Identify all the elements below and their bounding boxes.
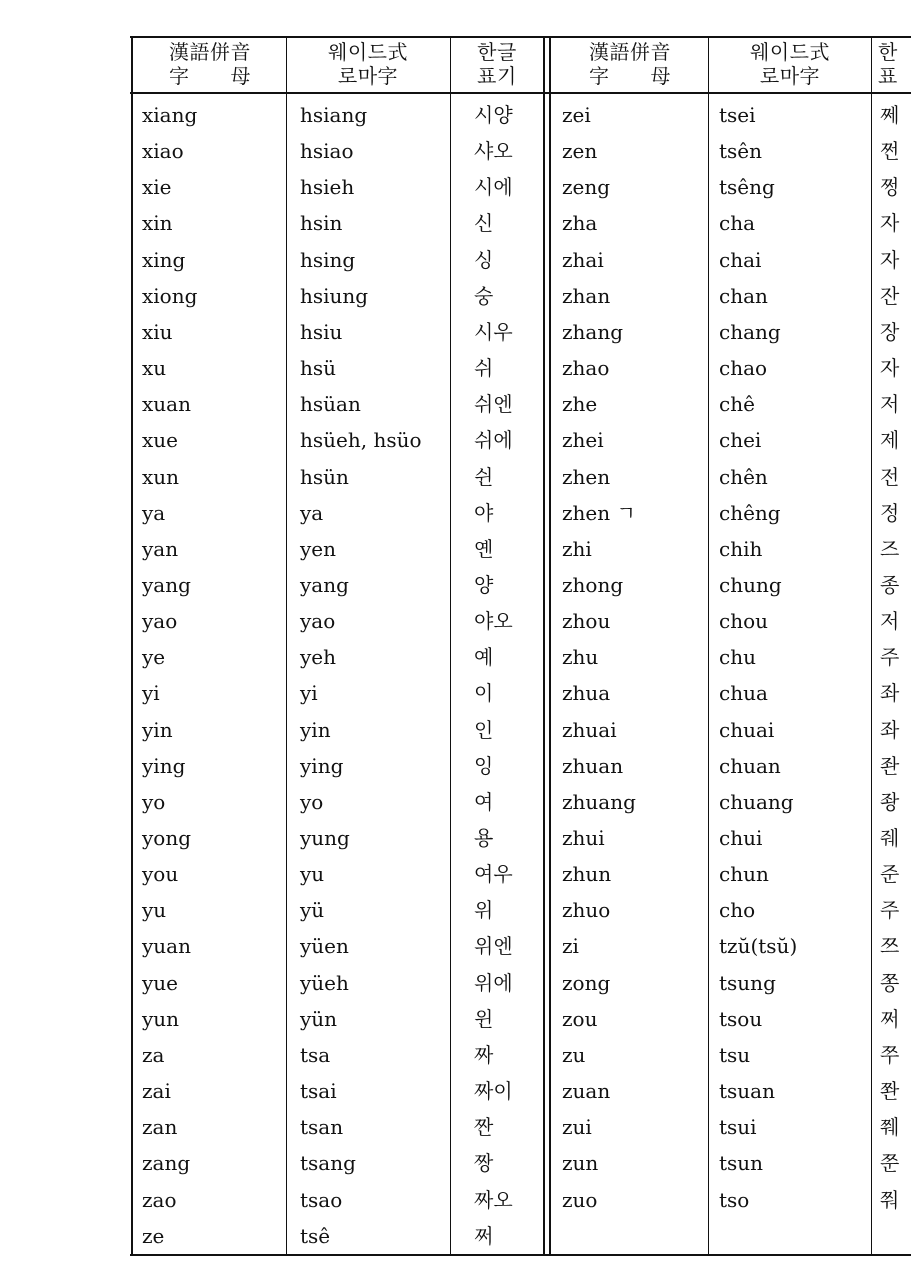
table-cell-hangul: 쩐 <box>880 139 900 163</box>
table-cell-pinyin: xing <box>142 248 186 272</box>
table-cell-hangul: 장 <box>880 320 900 344</box>
table-cell-wade: tsung <box>719 971 776 995</box>
table-cell-hangul: 쭌 <box>880 1151 900 1175</box>
table-cell-hangul: 쭈 <box>880 1043 900 1067</box>
header-line: 字 母 <box>589 64 671 88</box>
table-cell-hangul: 짜 <box>474 1043 494 1067</box>
table-cell-wade: tsên <box>719 139 763 163</box>
table-cell-pinyin: zhai <box>562 248 604 272</box>
table-cell-pinyin: ying <box>142 754 186 778</box>
table-cell-pinyin: zhang <box>562 320 624 344</box>
table-cell-pinyin: yang <box>142 573 191 597</box>
table-cell-pinyin: zang <box>142 1151 191 1175</box>
table-cell-pinyin: zhao <box>562 356 610 380</box>
table-cell-wade: chuang <box>719 790 794 814</box>
table-cell-hangul: 쉬에 <box>474 428 513 452</box>
table-cell-pinyin: zhua <box>562 681 611 705</box>
header-wade-right <box>712 40 868 92</box>
table-cell-wade: yo <box>300 790 324 814</box>
table-cell-wade: yü <box>300 898 325 922</box>
table-cell-pinyin: zan <box>142 1115 178 1139</box>
table-cell-hangul: 제 <box>880 428 900 452</box>
table-cell-hangul: 윈 <box>474 1007 494 1031</box>
table-cell-hangul: 짱 <box>474 1151 494 1175</box>
table-cell-pinyin: zha <box>562 211 598 235</box>
header-pinyin-left <box>140 40 280 92</box>
table-cell-hangul: 짜오 <box>474 1188 513 1212</box>
table-cell-pinyin: zeng <box>562 175 611 199</box>
table-cell-wade: cha <box>719 211 756 235</box>
table-cell-wade: tsao <box>300 1188 343 1212</box>
header-line: 漢語併音 <box>169 40 251 64</box>
table-cell-pinyin: zei <box>562 103 591 127</box>
table-cell-wade: chu <box>719 645 756 669</box>
table-cell-hangul: 인 <box>474 718 494 742</box>
table-cell-wade: chên <box>719 465 768 489</box>
table-cell-hangul: 주 <box>880 898 900 922</box>
table-cell-pinyin: xuan <box>142 392 191 416</box>
table-cell-wade: tsu <box>719 1043 751 1067</box>
table-cell-pinyin: zuo <box>562 1188 598 1212</box>
table-cell-wade: chao <box>719 356 768 380</box>
header-line: 字 母 <box>169 64 251 88</box>
table-cell-pinyin: zun <box>562 1151 599 1175</box>
table-cell-wade: yin <box>300 718 331 742</box>
table-cell-pinyin: zhun <box>562 862 612 886</box>
table-cell-wade: chun <box>719 862 769 886</box>
table-cell-pinyin: zhuo <box>562 898 611 922</box>
table-cell-pinyin: xu <box>142 356 167 380</box>
table-cell-wade: yen <box>300 537 337 561</box>
table-cell-wade: chang <box>719 320 781 344</box>
table-cell-hangul: 예 <box>474 645 494 669</box>
table-cell-hangul: 줴 <box>880 826 900 850</box>
table-cell-wade: chai <box>719 248 762 272</box>
table-cell-hangul: 쩌 <box>474 1224 494 1248</box>
table-cell-hangul: 쭤 <box>880 1188 900 1212</box>
table-cell-hangul: 이 <box>474 681 494 705</box>
table-cell-hangul: 쫑 <box>880 971 900 995</box>
table-cell-wade: hsiang <box>300 103 368 127</box>
table-cell-pinyin: yu <box>142 898 167 922</box>
table-cell-wade: yüeh <box>300 971 349 995</box>
table-cell-pinyin: yi <box>142 681 160 705</box>
table-cell-hangul: 준 <box>880 862 900 886</box>
table-cell-wade: ya <box>300 501 324 525</box>
table-cell-wade: tsang <box>300 1151 356 1175</box>
table-cell-hangul: 자 <box>880 211 900 235</box>
table-cell-hangul: 전 <box>880 465 900 489</box>
table-cell-hangul: 시에 <box>474 175 513 199</box>
table-cell-pinyin: zhuang <box>562 790 636 814</box>
column-divider <box>708 36 709 1256</box>
table-cell-hangul: 좐 <box>880 754 900 778</box>
table-cell-hangul: 위 <box>474 898 494 922</box>
table-cell-pinyin: xue <box>142 428 178 452</box>
table-cell-hangul: 쮀 <box>880 1115 900 1139</box>
table-cell-wade: chei <box>719 428 762 452</box>
table-cell-pinyin: zhou <box>562 609 611 633</box>
table-cell-wade: hsüeh, hsüo <box>300 428 422 452</box>
header-line: 로마字 <box>337 64 399 88</box>
table-cell-pinyin: zai <box>142 1079 171 1103</box>
table-cell-wade: cho <box>719 898 756 922</box>
table-cell-hangul: 쩨 <box>880 103 900 127</box>
table-cell-wade: yün <box>300 1007 338 1031</box>
table-cell-hangul: 여 <box>474 790 494 814</box>
table-cell-hangul: 샤오 <box>474 139 513 163</box>
table-cell-hangul: 위에 <box>474 971 513 995</box>
header-bottom-rule <box>130 92 911 94</box>
table-cell-wade: hsün <box>300 465 349 489</box>
table-cell-pinyin: ze <box>142 1224 165 1248</box>
table-cell-hangul: 주 <box>880 645 900 669</box>
table-top-rule <box>130 36 911 38</box>
table-cell-wade: chan <box>719 284 768 308</box>
table-cell-wade: yi <box>300 681 318 705</box>
table-cell-pinyin: za <box>142 1043 165 1067</box>
table-cell-wade: hsin <box>300 211 343 235</box>
table-cell-wade: chuan <box>719 754 781 778</box>
table-cell-wade: hsieh <box>300 175 355 199</box>
double-divider-left <box>543 36 545 1256</box>
table-cell-hangul: 쉰 <box>474 465 494 489</box>
header-line: 표기 <box>477 64 517 88</box>
column-divider <box>450 36 451 1256</box>
table-cell-wade: tsêng <box>719 175 775 199</box>
table-cell-hangul: 싱 <box>474 248 494 272</box>
table-cell-wade: chih <box>719 537 763 561</box>
table-cell-pinyin: zui <box>562 1115 592 1139</box>
table-cell-wade: tsê <box>300 1224 331 1248</box>
table-cell-pinyin: zi <box>562 934 579 958</box>
table-cell-hangul: 좌 <box>880 718 900 742</box>
table-cell-hangul: 종 <box>880 573 900 597</box>
table-cell-hangul: 쉬 <box>474 356 494 380</box>
table-cell-wade: chêng <box>719 501 781 525</box>
table-cell-hangul: 시우 <box>474 320 513 344</box>
table-cell-pinyin: xun <box>142 465 180 489</box>
table-cell-hangul: 쩡 <box>880 175 900 199</box>
table-cell-hangul: 용 <box>474 826 494 850</box>
table-cell-wade: hsing <box>300 248 356 272</box>
table-cell-hangul: 자 <box>880 248 900 272</box>
header-line: 웨이드式 <box>750 40 830 64</box>
table-cell-hangul: 짠 <box>474 1115 494 1139</box>
table-cell-pinyin: zhei <box>562 428 604 452</box>
table-cell-hangul: 위엔 <box>474 934 513 958</box>
table-cell-wade: chuai <box>719 718 775 742</box>
table-cell-wade: yüen <box>300 934 349 958</box>
table-cell-pinyin: zhen <box>562 465 611 489</box>
table-cell-hangul: 쫜 <box>880 1079 900 1103</box>
table-cell-wade: hsüan <box>300 392 361 416</box>
header-line: 한 <box>878 40 898 64</box>
table-cell-wade: tsun <box>719 1151 764 1175</box>
table-cell-hangul: 양 <box>474 573 494 597</box>
table-cell-pinyin: yue <box>142 971 179 995</box>
header-hangul-left <box>452 40 542 92</box>
table-cell-pinyin: yao <box>142 609 178 633</box>
table-cell-pinyin: xiu <box>142 320 173 344</box>
table-cell-wade: tsai <box>300 1079 337 1103</box>
table-cell-pinyin: yun <box>142 1007 180 1031</box>
table-cell-wade: ying <box>300 754 344 778</box>
table-cell-hangul: 정 <box>880 501 900 525</box>
table-cell-pinyin: ye <box>142 645 166 669</box>
table-cell-hangul: 신 <box>474 211 494 235</box>
table-cell-wade: chua <box>719 681 768 705</box>
header-wade-left <box>290 40 446 92</box>
table-cell-pinyin: zhong <box>562 573 624 597</box>
table-cell-pinyin: zhe <box>562 392 598 416</box>
table-cell-wade: tsui <box>719 1115 757 1139</box>
table-cell-pinyin: zhan <box>562 284 611 308</box>
column-divider <box>286 36 287 1256</box>
column-divider <box>871 36 872 1256</box>
header-line: 로마字 <box>759 64 821 88</box>
table-cell-pinyin: zu <box>562 1043 586 1067</box>
table-cell-wade: hsiu <box>300 320 343 344</box>
table-cell-wade: tso <box>719 1188 750 1212</box>
table-cell-wade: tsuan <box>719 1079 775 1103</box>
table-cell-hangul: 좡 <box>880 790 900 814</box>
table-cell-pinyin: zou <box>562 1007 598 1031</box>
table-cell-pinyin: yan <box>142 537 179 561</box>
table-cell-hangul: 좌 <box>880 681 900 705</box>
table-cell-hangul: 야 <box>474 501 494 525</box>
table-cell-pinyin: yin <box>142 718 173 742</box>
header-line: 한글 <box>477 40 517 64</box>
table-cell-pinyin: yo <box>142 790 166 814</box>
table-cell-pinyin: yuan <box>142 934 191 958</box>
table-cell-wade: yu <box>300 862 325 886</box>
table-cell-pinyin: xiang <box>142 103 198 127</box>
table-cell-hangul: 쩌 <box>880 1007 900 1031</box>
table-cell-wade: tsan <box>300 1115 344 1139</box>
table-cell-wade: hsiao <box>300 139 354 163</box>
table-cell-pinyin: xiong <box>142 284 198 308</box>
table-cell-wade: yung <box>300 826 350 850</box>
table-cell-wade: tzŭ(tsŭ) <box>719 934 798 958</box>
table-cell-hangul: 야오 <box>474 609 513 633</box>
table-cell-hangul: 옌 <box>474 537 494 561</box>
table-cell-hangul: 쯔 <box>880 934 900 958</box>
header-line: 표 <box>878 64 898 88</box>
table-cell-wade: yao <box>300 609 336 633</box>
header-line: 웨이드式 <box>328 40 408 64</box>
table-cell-pinyin: zhui <box>562 826 605 850</box>
table-cell-hangul: 시양 <box>474 103 513 127</box>
header-pinyin-right <box>556 40 704 92</box>
table-cell-pinyin: xie <box>142 175 172 199</box>
table-cell-pinyin: zen <box>562 139 598 163</box>
table-cell-hangul: 자 <box>880 356 900 380</box>
table-cell-hangul: 짜이 <box>474 1079 513 1103</box>
table-cell-pinyin: zhu <box>562 645 599 669</box>
table-cell-wade: tsa <box>300 1043 331 1067</box>
table-cell-pinyin: zao <box>142 1188 177 1212</box>
header-line: 漢語併音 <box>589 40 671 64</box>
table-cell-hangul: 저 <box>880 392 900 416</box>
table-cell-hangul: 숭 <box>474 284 494 308</box>
table-cell-pinyin: yong <box>142 826 192 850</box>
table-cell-wade: tsei <box>719 103 756 127</box>
double-divider-right <box>549 36 551 1256</box>
table-cell-pinyin: zhuan <box>562 754 624 778</box>
table-cell-wade: yeh <box>300 645 337 669</box>
table-cell-pinyin: ya <box>142 501 166 525</box>
table-cell-hangul: 여우 <box>474 862 513 886</box>
table-cell-pinyin: you <box>142 862 179 886</box>
table-cell-wade: tsou <box>719 1007 763 1031</box>
table-cell-hangul: 잔 <box>880 284 900 308</box>
table-cell-wade: hsü <box>300 356 337 380</box>
table-cell-pinyin: zong <box>562 971 611 995</box>
table-cell-hangul: 저 <box>880 609 900 633</box>
table-cell-pinyin: zhi <box>562 537 592 561</box>
table-cell-pinyin: zhuai <box>562 718 617 742</box>
table-left-border <box>131 36 133 1256</box>
table-cell-hangul: 잉 <box>474 754 494 778</box>
table-cell-wade: chui <box>719 826 763 850</box>
table-cell-hangul: 쉬엔 <box>474 392 513 416</box>
table-cell-wade: chou <box>719 609 769 633</box>
table-cell-wade: hsiung <box>300 284 369 308</box>
table-cell-wade: chung <box>719 573 782 597</box>
table-bottom-rule <box>130 1254 911 1256</box>
table-cell-wade: chê <box>719 392 755 416</box>
header-hangul-right <box>878 40 911 92</box>
table-cell-pinyin: zhen ㄱ <box>562 501 636 525</box>
table-cell-pinyin: xin <box>142 211 173 235</box>
table-cell-pinyin: zuan <box>562 1079 611 1103</box>
table-cell-pinyin: xiao <box>142 139 184 163</box>
table-cell-wade: yang <box>300 573 349 597</box>
table-cell-hangul: 즈 <box>880 537 900 561</box>
